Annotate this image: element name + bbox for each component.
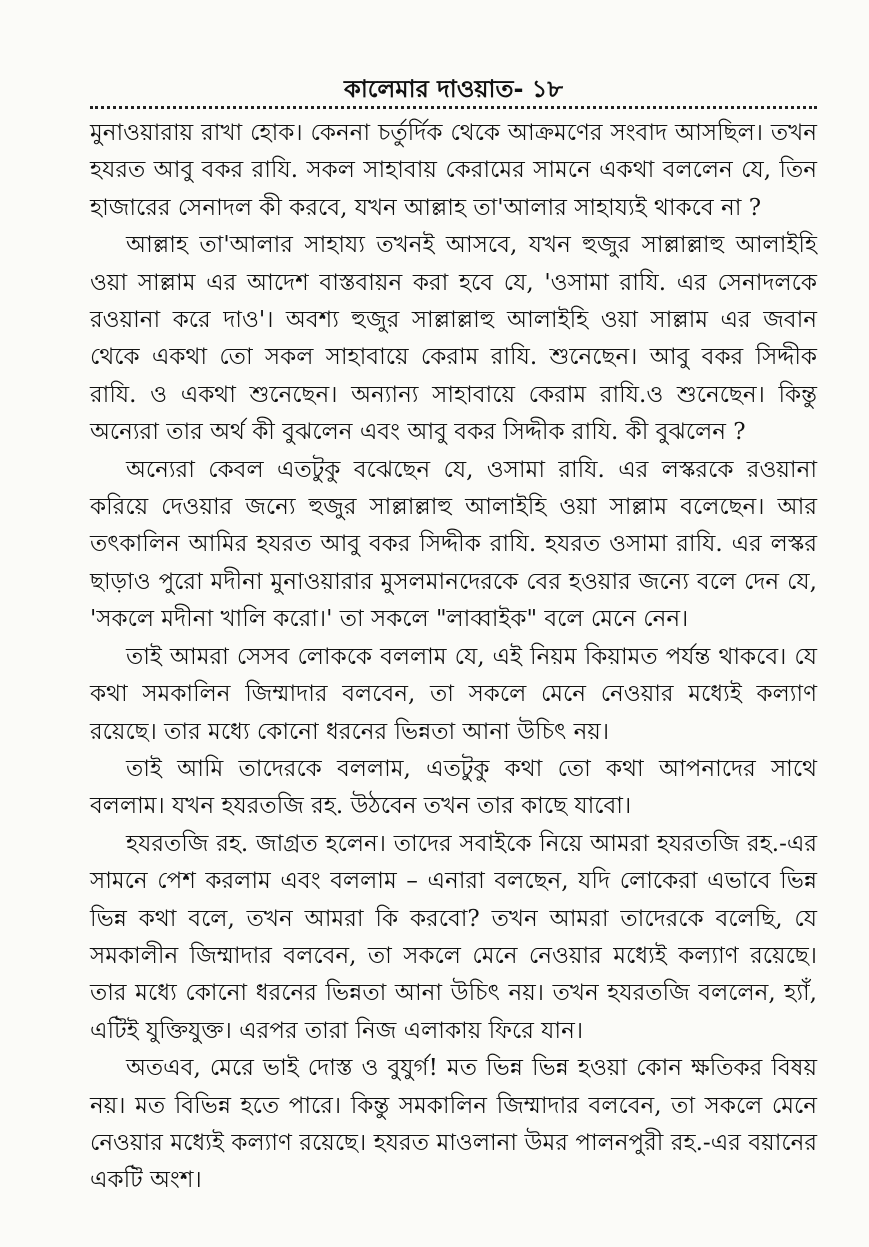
header-dotted-rule <box>90 106 817 109</box>
body-text <box>90 115 817 1200</box>
paragraph-2: আল্লাহ তা'আলার সাহায্য তখনই আসবে, যখন হুজুর সাল্লাল্লাহু আলাইহি ওয়া সাল্লাম এর আদেশ বাস্তবায়ন করা হবে যে, 'ওসামা রাযি. এর সেনাদলকে রওয়ানা করে দাও'। অবশ্য হুজুর সাল্লাল্লাহু আলাইহি ওয়া সাল্লাম এর জবান থেকে একথা তো সকল সাহাবায়ে কেরাম রাযি. শুনেছেন। আবু বকর সিদ্দীক রাযি. ও একথা শুনেছেন। অন্যান্য সাহাবায়ে কেরাম রাযি.ও শুনেছেন। কিন্তু অন্যেরা তার অর্থ কী বুঝলেন এবং আবু বকর সিদ্দীক রাযি. কী বুঝলেন ? <box>90 232 817 446</box>
running-header: কালেমার দাওয়াত- ১৮ <box>344 75 563 103</box>
paragraph-3: অন্যেরা কেবল এতটুকু বঝেছেন যে, ওসামা রাযি. এর লস্করকে রওয়ানা করিয়ে দেওয়ার জন্যে হুজুর সাল্লাল্লাহু আলাইহি ওয়া সাল্লাম বলেছেন। আর তৎকালিন আমির হযরত আবু বকর সিদ্দীক রাযি. হযরত ওসামা রাযি. এর লস্কর ছাড়াও পুরো মদীনা মুনাওয়ারার মুসলমানদেরকে বের হওয়ার জন্যে বলে দেন যে, 'সকলে মদীনা খালি করো।' তা সকলে "লাব্বাইক" বলে মেনে নেন। <box>90 456 817 633</box>
paragraph-6: হযরতজি রহ. জাগ্রত হলেন। তাদের সবাইকে নিয়ে আমরা হযরতজি রহ.-এর সামনে পেশ করলাম এবং বললাম – এনারা বলছেন, যদি লোকেরা এভাবে ভিন্ন ভিন্ন কথা বলে, তখন আমরা কি করবো? তখন আমরা তাদেরকে বলেছি, যে সমকালীন জিম্মাদার বলবেন, তা সকলে মেনে নেওয়ার মধ্যেই কল্যাণ রয়েছে। তার মধ্যে কোনো ধরনের ভিন্নতা আনা উচিৎ নয়। তখন হযরতজি বললেন, হ্যাঁ, এটিই যুক্তিযুক্ত। এরপর তারা নিজ এলাকায় ফিরে যান। <box>90 830 817 1044</box>
paragraph-4: তাই আমরা সেসব লোককে বললাম যে, এই নিয়ম কিয়ামত পর্যন্ত থাকবে। যে কথা সমকালিন জিম্মাদার বলবেন, তা সকলে মেনে নেওয়ার মধ্যেই কল্যাণ রয়েছে। তার মধ্যে কোনো ধরনের ভিন্নতা আনা উচিৎ নয়। <box>90 643 817 745</box>
paragraph-1: মুনাওয়ারায় রাখা হোক। কেননা চর্তুর্দিক থেকে আক্রমণের সংবাদ আসছিল। তখন হযরত আবু বকর রাযি. সকল সাহাবায় কেরামের সামনে একথা বললেন যে, তিন হাজারের সেনাদল কী করবে, যখন আল্লাহ তা'আলার সাহায্যই থাকবে না ? <box>90 120 817 221</box>
paragraph-5: তাই আমি তাদেরকে বললাম, এতটুকু কথা তো কথা আপনাদের সাথে বললাম। যখন হযরতজি রহ. উঠবেন তখন তার কাছে যাবো। <box>90 755 817 820</box>
paragraph-7: অতএব, মেরে ভাই দোস্ত ও বুযুর্গ! মত ভিন্ন ভিন্ন হওয়া কোন ক্ষতিকর বিষয় নয়। মত বিভিন্ন হতে পারে। কিন্তু সমকালিন জিম্মাদার বলবেন, তা সকলে মেনে নেওয়ার মধ্যেই কল্যাণ রয়েছে। হযরত মাওলানা উমর পালনপুরী রহ.-এর বয়ানের একটি অংশ। <box>90 1055 817 1194</box>
